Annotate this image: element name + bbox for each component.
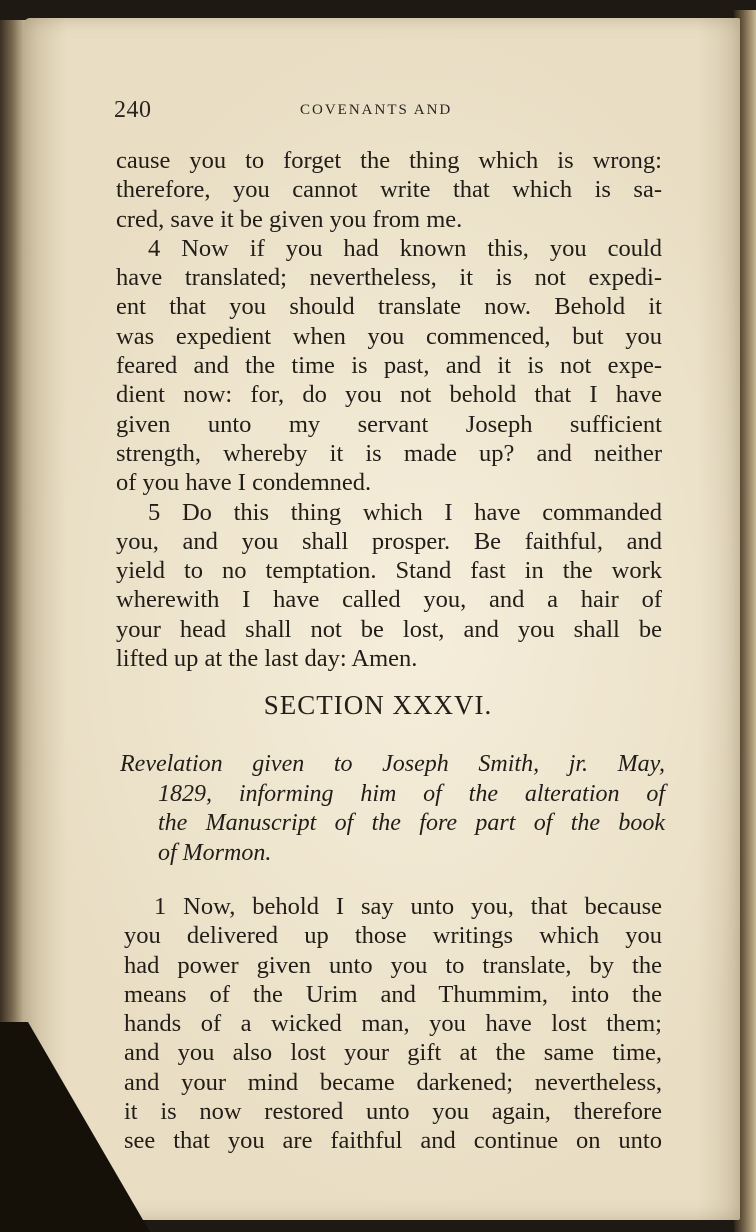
text-line: your head shall not be lost, and you shall be: [116, 615, 662, 643]
text-line: have translated; nevertheless, it is not expedi-: [116, 264, 662, 292]
summary-line: Revelation given to Joseph Smith, jr. May,: [120, 751, 665, 777]
summary-line: 1829, informing him of the alteration of: [158, 780, 665, 807]
text-line: of you have I condemned.: [116, 469, 372, 497]
text-line: see that you are faithful and continue on unto: [124, 1127, 662, 1155]
text-line: it is now restored unto you again, therefore: [124, 1098, 662, 1126]
text-line: dient now: for, do you not behold that I have: [116, 381, 662, 409]
text-line: and your mind became darkened; nevertheless,: [124, 1068, 662, 1096]
section-heading: SECTION XXXVI.: [263, 690, 493, 720]
verse-4-line: 4 Now if you had known this, you could: [148, 234, 662, 262]
text-line: wherewith I have called you, and a hair of: [116, 586, 662, 614]
text-line: ent that you should translate now. Behold it: [116, 293, 662, 321]
verse-5-line: 5 Do this thing which I have commanded: [148, 498, 662, 526]
page-header: [0, 97, 756, 127]
text-line: feared and the time is past, and it is not expe-: [116, 352, 662, 380]
text-line: given unto my servant Joseph sufficient: [116, 410, 662, 438]
text-line: you delivered up those writings which you: [124, 922, 662, 950]
summary-line: of Mormon.: [158, 839, 272, 866]
text-line: and you also lost your gift at the same time,: [124, 1039, 662, 1067]
text-line: yield to no temptation. Stand fast in the work: [116, 557, 662, 585]
section-text-block: [124, 892, 662, 1156]
text-line: strength, whereby it is made up? and neither: [116, 439, 662, 467]
continued-text-block: [116, 146, 662, 673]
text-line: lifted up at the last day: Amen.: [116, 645, 418, 673]
text-line: had power given unto you to translate, by the: [124, 951, 662, 979]
text-line: you, and you shall prosper. Be faithful, and: [116, 527, 662, 555]
verse-1-line: 1 Now, behold I say unto you, that because: [154, 893, 662, 920]
page-number: 240: [114, 97, 152, 123]
text-line: cause you to forget the thing which is wrong:: [116, 147, 662, 174]
section-summary: [120, 750, 665, 868]
text-line: hands of a wicked man, you have lost them;: [124, 1010, 662, 1038]
text-line: was expedient when you commenced, but you: [116, 322, 662, 350]
text-line: therefore, you cannot write that which is sa-: [116, 176, 662, 204]
running-head: COVENANTS AND: [300, 102, 453, 118]
text-line: cred, save it be given you from me.: [116, 205, 463, 233]
summary-line: the Manuscript of the fore part of the book: [158, 810, 665, 836]
text-line: means of the Urim and Thummim, into the: [124, 980, 662, 1008]
